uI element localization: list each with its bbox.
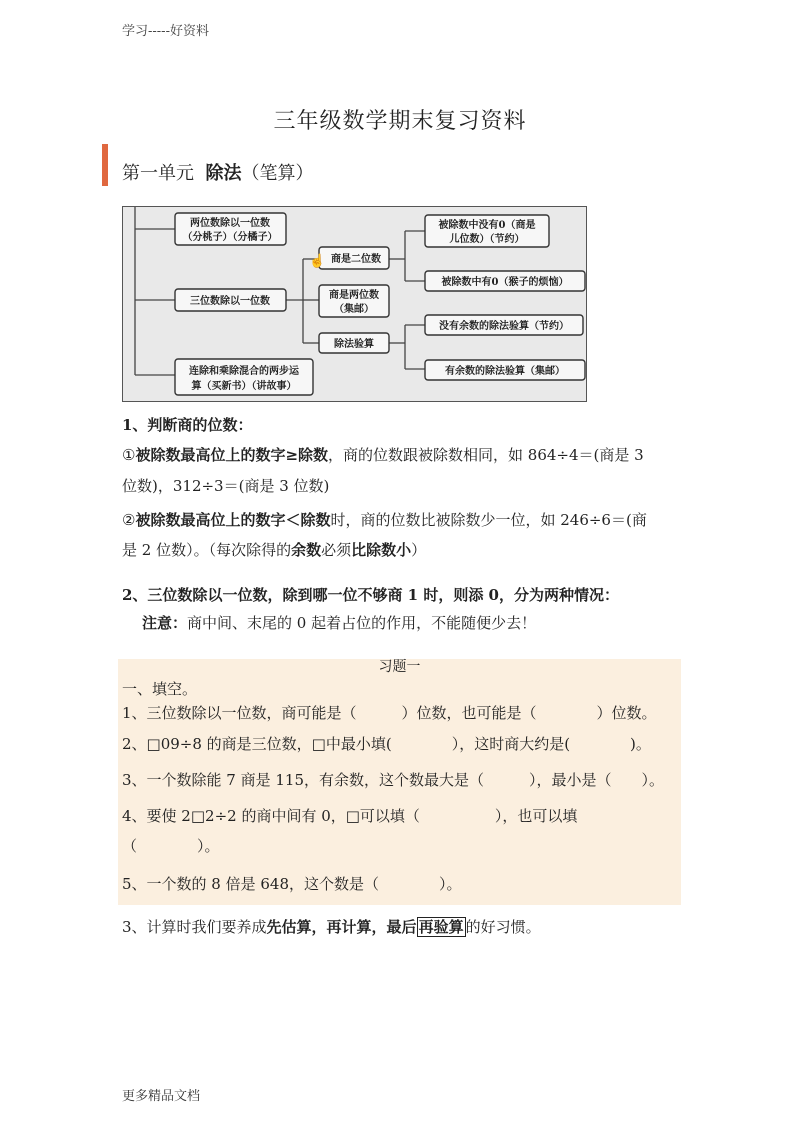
point1-rule2-line1	[122, 508, 647, 532]
node-quotient-two-b-label-1: 商是两位数	[329, 290, 379, 301]
exercise-q4-line1: 4、要使 2□2÷2 的商中间有 0，□可以填（ ），也可以填	[122, 807, 578, 825]
point3-d: 的好习惯。	[465, 918, 541, 936]
unit-name: 除法	[205, 163, 242, 184]
point1-heading: 1、判断商的位数：	[122, 416, 253, 434]
rule2-line2-a: 是 2 位数）。（每次除得的	[122, 541, 292, 559]
point3-boxed: 再验算	[418, 918, 464, 936]
node-three-digit-label: 三位数除以一位数	[190, 296, 270, 307]
node-no-zero-label-2: 儿位数）（节约）	[449, 234, 525, 245]
node-mixed-label-2: 算（买新书）（讲故事）	[191, 381, 297, 392]
rule2-line2-e: ）	[411, 541, 427, 559]
unit-note: （笔算）	[241, 163, 314, 184]
point1-rule1-line2: 位数)，312÷3＝(商是 3 位数)	[122, 477, 330, 495]
rule2-bold: 被除数最高位上的数字＜除数	[135, 511, 331, 529]
exercise-q4-line2: （ ）。	[122, 837, 220, 855]
node-quotient-two-b-label-2: （集邮）	[334, 304, 374, 315]
note-label: 注意：	[142, 614, 188, 632]
note-text: 商中间、末尾的 0 起着占位的作用，不能随便少去！	[187, 614, 537, 632]
point3	[122, 915, 541, 939]
exercise-q3: 3、一个数除能 7 商是 115，有余数，这个数最大是（ ），最小是（ ）。	[122, 771, 665, 789]
rule1-marker: ①	[122, 446, 136, 464]
document-title: 三年级数学期末复习资料	[273, 109, 527, 134]
exercise-title: 习题一	[378, 659, 421, 675]
unit-heading	[122, 159, 313, 185]
rule2-line2-d: 比除数小	[351, 541, 412, 559]
node-remainder-label: 有余数的除法验算（集邮）	[445, 366, 565, 377]
exercise-q5: 5、一个数的 8 倍是 648，这个数是（ ）。	[122, 875, 462, 893]
point1-rule1-line1	[122, 443, 644, 467]
node-has-zero-label: 被除数中有0（猴子的烦恼）	[441, 277, 569, 288]
rule2-line2-b: 余数	[291, 541, 322, 559]
exercise-q1: 1、三位数除以一位数，商可能是（ ）位数，也可能是（ ）位数。	[122, 704, 657, 722]
rule1-bold: 被除数最高位上的数字≥除数	[135, 446, 329, 464]
exercise-section: 一、填空。	[122, 680, 198, 698]
rule2-rest: 时，商的位数比被除数少一位，如 246÷6＝(商	[330, 511, 647, 529]
rule2-line2-c: 必须	[321, 541, 352, 559]
knowledge-tree-diagram	[122, 206, 587, 402]
unit-accent-bar	[102, 144, 108, 186]
point2-note	[142, 611, 536, 635]
node-check-label: 除法验算	[334, 339, 374, 350]
node-quotient-two-label: 商是二位数	[331, 254, 381, 265]
page-footer: 更多精品文档	[122, 1089, 201, 1104]
node-two-digit-label-1: 两位数除以一位数	[190, 218, 270, 229]
rule2-marker: ②	[122, 511, 136, 529]
node-no-zero-label-1: 被除数中没有0（商是	[438, 220, 536, 231]
unit-prefix: 第一单元	[122, 163, 194, 184]
node-two-digit-label-2: （分桃子）（分橘子）	[182, 232, 278, 243]
point2-heading: 2、三位数除以一位数，除到哪一位不够商 1 时，则添 0，分为两种情况：	[122, 586, 619, 604]
point3-b: 先估算，再计算，最后	[266, 918, 417, 936]
rule1-rest: ，商的位数跟被除数相同，如 864÷4＝(商是 3	[328, 446, 644, 464]
node-no-remainder-label: 没有余数的除法验算（节约）	[439, 321, 569, 332]
exercise-q2: 2、□09÷8 的商是三位数，□中最小填( ），这时商大约是( )。	[122, 735, 651, 753]
node-mixed-label-1: 连除和乘除混合的两步运	[189, 366, 299, 377]
page-header: 学习-----好资料	[122, 24, 209, 39]
point3-a: 3、计算时我们要养成	[122, 918, 267, 936]
hand-pointer-icon: ☝	[309, 254, 326, 269]
exercise-panel	[118, 659, 681, 905]
point1-rule2-line2	[122, 538, 426, 562]
